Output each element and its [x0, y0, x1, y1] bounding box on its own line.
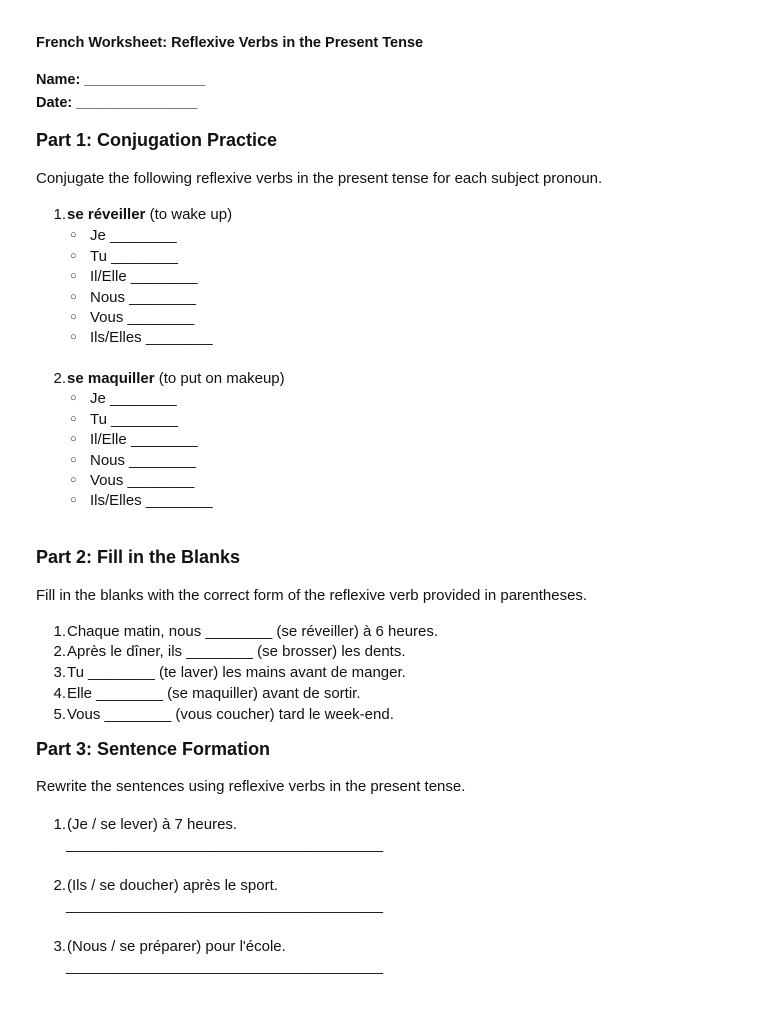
list-item [36, 706, 394, 723]
item-number: 4. [53, 685, 66, 702]
pronoun-line [70, 227, 177, 244]
verb-item [36, 206, 233, 223]
bullet-icon: ○ [70, 270, 77, 282]
answer-line[interactable]: ______________________________________ [66, 836, 384, 853]
part2-instructions: Fill in the blanks with the correct form of the reflexive verb provided in parentheses. [36, 587, 588, 604]
pronoun-line [70, 329, 213, 346]
pronoun-text: Il/Elle ________ [90, 431, 198, 448]
pronoun-text: Vous ________ [90, 309, 195, 326]
pronoun-line [70, 309, 194, 326]
pronoun-line [70, 492, 213, 509]
pronoun-line [70, 411, 178, 428]
bullet-icon: ○ [70, 494, 77, 506]
part1-instructions: Conjugate the following reflexive verbs in the present tense for each subject pronoun. [36, 170, 603, 187]
answer-line[interactable]: ______________________________________ [66, 897, 384, 914]
pronoun-text: Nous ________ [90, 452, 196, 469]
part2-heading: Part 2: Fill in the Blanks [36, 547, 241, 567]
pronoun-text: Je ________ [90, 227, 177, 244]
list-item [36, 816, 238, 833]
pronoun-text: Nous ________ [90, 289, 196, 306]
part3-heading: Part 3: Sentence Formation [36, 739, 271, 759]
date-field: Date: _______________ [36, 95, 198, 111]
list-item [36, 938, 286, 955]
verb-name: se maquiller [67, 370, 155, 387]
pronoun-text: Vous ________ [90, 472, 195, 489]
worksheet-title: French Worksheet: Reflexive Verbs in the Present Tense [36, 35, 424, 51]
bullet-icon: ○ [70, 454, 77, 466]
item-text: Elle ________ (se maquiller) avant de sortir. [67, 685, 361, 702]
list-item [36, 877, 278, 894]
pronoun-line [70, 390, 177, 407]
bullet-icon: ○ [70, 291, 77, 303]
pronoun-line [70, 472, 194, 489]
part3-instructions: Rewrite the sentences using reflexive verbs in the present tense. [36, 778, 466, 795]
verb-meaning: (to put on makeup) [158, 370, 285, 387]
verb-item [36, 370, 285, 387]
bullet-icon: ○ [70, 413, 77, 425]
list-item [36, 643, 406, 660]
item-text: Tu ________ (te laver) les mains avant de manger. [67, 664, 406, 681]
item-text: (Je / se lever) à 7 heures. [67, 816, 238, 833]
item-text: (Nous / se préparer) pour l'école. [67, 938, 286, 955]
list-item [36, 623, 439, 640]
item-text: Vous ________ (vous coucher) tard le week-end. [67, 706, 394, 723]
pronoun-text: Tu ________ [90, 411, 178, 428]
pronoun-line [70, 452, 196, 469]
item-number: 2. [53, 877, 66, 894]
pronoun-line [70, 268, 198, 285]
verb-name: se réveiller [67, 206, 146, 223]
bullet-icon: ○ [70, 311, 77, 323]
item-number: 3. [53, 938, 66, 955]
item-text: Chaque matin, nous ________ (se réveiller) à 6 heures. [67, 623, 439, 640]
bullet-icon: ○ [70, 474, 77, 486]
item-number: 1. [53, 206, 66, 223]
pronoun-text: Je ________ [90, 390, 177, 407]
part1-heading: Part 1: Conjugation Practice [36, 130, 278, 150]
item-text: Après le dîner, ils ________ (se brosser) les dents. [67, 643, 406, 660]
pronoun-text: Tu ________ [90, 248, 178, 265]
pronoun-text: Ils/Elles ________ [90, 329, 213, 346]
item-number: 1. [53, 816, 66, 833]
bullet-icon: ○ [70, 229, 77, 241]
pronoun-text: Il/Elle ________ [90, 268, 198, 285]
pronoun-line [70, 248, 178, 265]
pronoun-line [70, 289, 196, 306]
item-number: 2. [53, 643, 66, 660]
answer-line[interactable]: ______________________________________ [66, 958, 384, 975]
name-field: Name: _______________ [36, 72, 206, 88]
item-number: 2. [53, 370, 66, 387]
bullet-icon: ○ [70, 250, 77, 262]
item-number: 1. [53, 623, 66, 640]
bullet-icon: ○ [70, 392, 77, 404]
item-text: (Ils / se doucher) après le sport. [67, 877, 278, 894]
pronoun-text: Ils/Elles ________ [90, 492, 213, 509]
bullet-icon: ○ [70, 331, 77, 343]
list-item [36, 664, 406, 681]
item-number: 3. [53, 664, 66, 681]
item-number: 5. [53, 706, 66, 723]
verb-meaning: (to wake up) [149, 206, 233, 223]
list-item [36, 685, 361, 702]
pronoun-line [70, 431, 198, 448]
bullet-icon: ○ [70, 433, 77, 445]
